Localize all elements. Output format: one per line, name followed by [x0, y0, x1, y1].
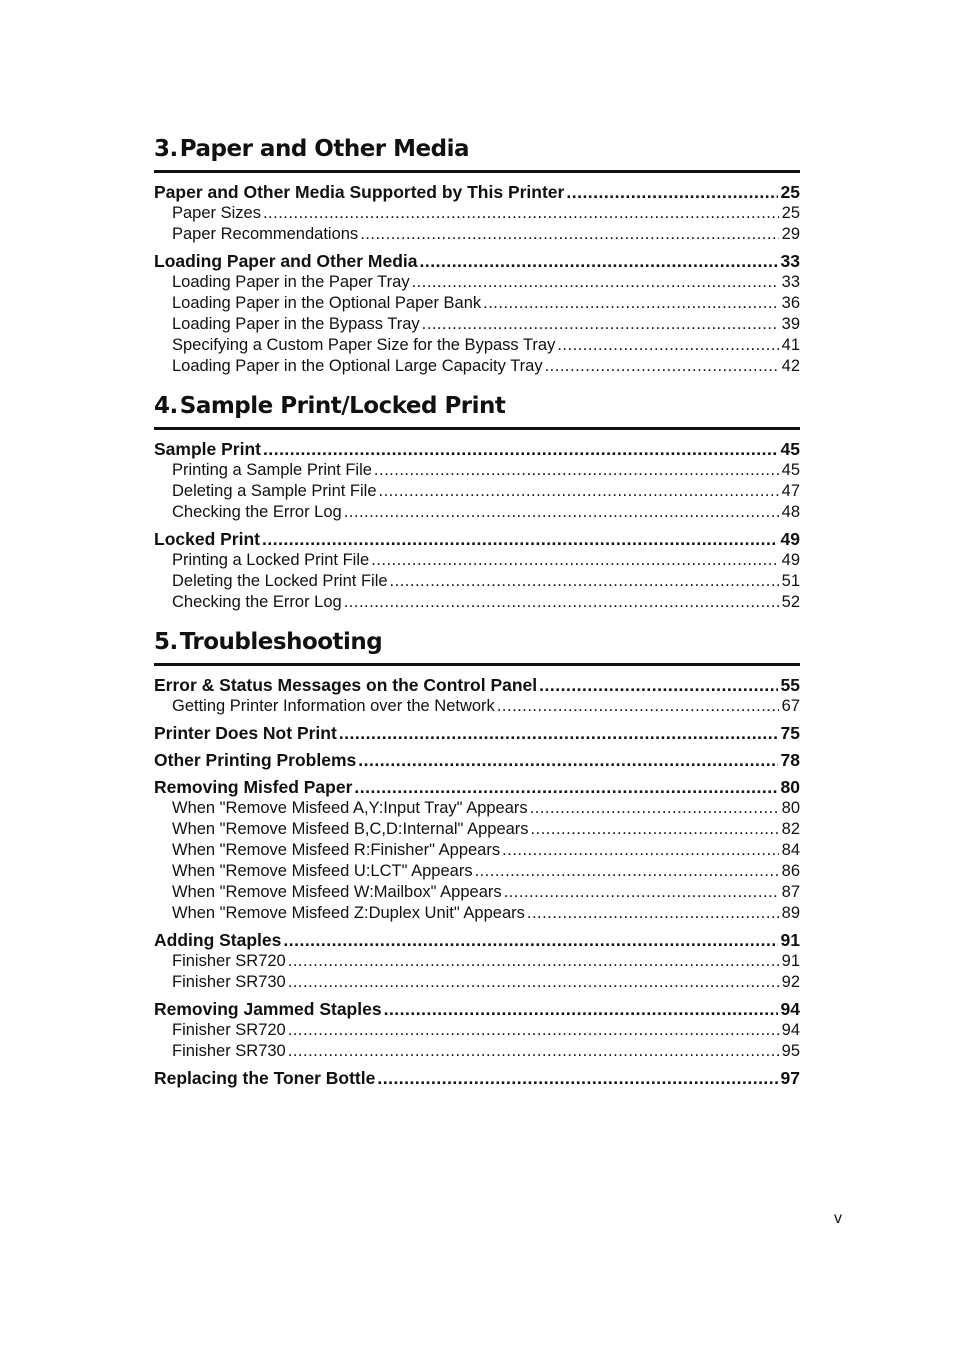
toc-subentry[interactable]: [154, 592, 800, 613]
leader-dots: [358, 749, 777, 771]
toc-entry[interactable]: [154, 674, 800, 696]
toc-subentry[interactable]: [154, 272, 800, 293]
chapter-number: 4.: [154, 393, 178, 419]
toc-subentry[interactable]: [154, 481, 800, 502]
toc-entry-page: 91: [780, 930, 800, 950]
toc-subentry[interactable]: [154, 571, 800, 592]
toc-entry-page: 33: [780, 251, 800, 271]
toc-entry-label: Other Printing Problems: [154, 750, 357, 770]
chapter-title-text: Sample Print/Locked Print: [179, 393, 506, 419]
toc-subentry-label: When "Remove Misfeed Z:Duplex Unit" Appears: [172, 904, 525, 922]
toc-subentry[interactable]: [154, 951, 800, 972]
toc-subentry-page: 45: [781, 461, 800, 479]
toc-subentry[interactable]: [154, 203, 800, 224]
toc-subentry[interactable]: [154, 224, 800, 245]
toc-subentry[interactable]: [154, 502, 800, 523]
toc-entry-label: Removing Misfed Paper: [154, 777, 353, 797]
toc-entry-label: Removing Jammed Staples: [154, 999, 382, 1019]
toc-entry-label: Sample Print: [154, 439, 261, 459]
toc-subentry[interactable]: [154, 798, 800, 819]
toc-subentry-page: 87: [781, 883, 800, 901]
leader-dots: [566, 181, 777, 203]
toc-subentry-label: Specifying a Custom Paper Size for the Bypass Tray: [172, 336, 556, 354]
toc-entry[interactable]: [154, 528, 800, 550]
toc-subentry[interactable]: [154, 903, 800, 924]
toc-subentry-label: Printing a Locked Print File: [172, 551, 370, 569]
toc-entry-label: Adding Staples: [154, 930, 282, 950]
toc-section: [154, 929, 800, 993]
leader-dots: [497, 696, 779, 717]
toc-subentry-page: 80: [781, 799, 800, 817]
toc-subentry[interactable]: [154, 335, 800, 356]
toc-subentry-label: Loading Paper in the Optional Paper Bank: [172, 294, 482, 312]
leader-dots: [339, 722, 778, 744]
toc-subentry[interactable]: [154, 840, 800, 861]
toc-subentry-page: 36: [781, 294, 800, 312]
toc-entry-page: 78: [780, 750, 800, 770]
toc-subentry-page: 41: [781, 336, 800, 354]
leader-dots: [262, 528, 778, 550]
toc-section: [154, 1067, 800, 1089]
table-of-contents: [154, 134, 800, 1103]
toc-subentry[interactable]: [154, 550, 800, 571]
toc-entry[interactable]: [154, 1067, 800, 1089]
toc-entry-label: Printer Does Not Print: [154, 723, 337, 743]
toc-subentry-page: 95: [781, 1042, 800, 1060]
toc-entry[interactable]: [154, 250, 800, 272]
leader-dots: [384, 998, 778, 1020]
leader-dots: [412, 272, 779, 293]
toc-subentry-label: Finisher SR730: [172, 1042, 286, 1060]
toc-subentry-label: Printing a Sample Print File: [172, 461, 372, 479]
toc-subentry[interactable]: [154, 1020, 800, 1041]
toc-subentry-page: 92: [781, 973, 800, 991]
toc-subentry-page: 51: [781, 572, 800, 590]
leader-dots: [354, 776, 777, 798]
leader-dots: [263, 203, 779, 224]
toc-subentry-label: Paper Recommendations: [172, 225, 359, 243]
toc-entry-page: 75: [780, 723, 800, 743]
leader-dots: [483, 293, 779, 314]
toc-subentry-page: 33: [781, 273, 800, 291]
toc-subentry-page: 52: [781, 593, 800, 611]
leader-dots: [539, 674, 777, 696]
chapter-title-text: Troubleshooting: [179, 629, 383, 655]
toc-subentry-label: When "Remove Misfeed B,C,D:Internal" Appears: [172, 820, 529, 838]
toc-entry[interactable]: [154, 181, 800, 203]
toc-entry-page: 94: [780, 999, 800, 1019]
toc-subentry-page: 89: [781, 904, 800, 922]
toc-section: [154, 528, 800, 613]
leader-dots: [557, 335, 778, 356]
toc-section: [154, 250, 800, 377]
toc-entry[interactable]: [154, 776, 800, 798]
toc-subentry-page: 94: [781, 1021, 800, 1039]
chapter-number: 5.: [154, 629, 178, 655]
leader-dots: [344, 592, 779, 613]
toc-subentry-label: Deleting a Sample Print File: [172, 482, 377, 500]
leader-dots: [344, 502, 779, 523]
toc-subentry-page: 82: [781, 820, 800, 838]
toc-subentry-page: 67: [781, 697, 800, 715]
toc-subentry[interactable]: [154, 314, 800, 335]
leader-dots: [422, 314, 779, 335]
toc-subentry-page: 84: [781, 841, 800, 859]
toc-subentry-label: Checking the Error Log: [172, 593, 342, 611]
leader-dots: [527, 903, 779, 924]
chapter-4: [154, 391, 800, 613]
toc-section: [154, 749, 800, 771]
leader-dots: [377, 1067, 777, 1089]
toc-section: [154, 438, 800, 523]
leader-dots: [263, 438, 778, 460]
toc-entry-page: 25: [780, 182, 800, 202]
toc-subentry-page: 48: [781, 503, 800, 521]
toc-subentry-page: 49: [781, 551, 800, 569]
leader-dots: [504, 882, 779, 903]
chapter-title: [154, 134, 800, 173]
toc-subentry-page: 86: [781, 862, 800, 880]
toc-subentry-label: When "Remove Misfeed R:Finisher" Appears: [172, 841, 501, 859]
leader-dots: [288, 1041, 779, 1062]
toc-section: [154, 674, 800, 717]
toc-subentry-label: Loading Paper in the Optional Large Capacity Tray: [172, 357, 543, 375]
toc-subentry[interactable]: [154, 819, 800, 840]
leader-dots: [530, 798, 779, 819]
toc-subentry[interactable]: [154, 293, 800, 314]
toc-section: [154, 181, 800, 245]
toc-entry[interactable]: [154, 929, 800, 951]
toc-subentry-page: 29: [781, 225, 800, 243]
toc-subentry-label: When "Remove Misfeed U:LCT" Appears: [172, 862, 473, 880]
toc-subentry[interactable]: [154, 460, 800, 481]
leader-dots: [288, 972, 779, 993]
leader-dots: [531, 819, 779, 840]
toc-subentry-label: Loading Paper in the Bypass Tray: [172, 315, 420, 333]
toc-subentry[interactable]: [154, 882, 800, 903]
toc-entry-label: Paper and Other Media Supported by This Printer: [154, 182, 565, 202]
toc-subentry-label: Finisher SR720: [172, 952, 286, 970]
toc-entry-page: 97: [780, 1068, 800, 1088]
toc-section: [154, 998, 800, 1062]
toc-entry-page: 49: [780, 529, 800, 549]
toc-subentry[interactable]: [154, 972, 800, 993]
chapter-title-text: Paper and Other Media: [179, 136, 470, 162]
leader-dots: [288, 1020, 779, 1041]
toc-subentry-label: Deleting the Locked Print File: [172, 572, 388, 590]
leader-dots: [288, 951, 779, 972]
toc-entry-label: Locked Print: [154, 529, 260, 549]
chapter-5: [154, 627, 800, 1089]
toc-subentry-page: 25: [781, 204, 800, 222]
toc-section: [154, 776, 800, 924]
leader-dots: [390, 571, 779, 592]
toc-entry-page: 45: [780, 439, 800, 459]
leader-dots: [374, 460, 779, 481]
toc-subentry[interactable]: [154, 696, 800, 717]
page-number: v: [834, 1210, 842, 1227]
toc-subentry-page: 91: [781, 952, 800, 970]
toc-entry[interactable]: [154, 998, 800, 1020]
toc-section: [154, 722, 800, 744]
toc-subentry-label: When "Remove Misfeed W:Mailbox" Appears: [172, 883, 502, 901]
toc-subentry-label: Paper Sizes: [172, 204, 261, 222]
toc-subentry-page: 39: [781, 315, 800, 333]
toc-subentry-page: 42: [781, 357, 800, 375]
leader-dots: [545, 356, 779, 377]
toc-entry[interactable]: [154, 722, 800, 744]
leader-dots: [360, 224, 778, 245]
chapter-title: [154, 627, 800, 666]
toc-entry-label: Error & Status Messages on the Control Panel: [154, 675, 538, 695]
leader-dots: [420, 250, 778, 272]
toc-entry-page: 55: [780, 675, 800, 695]
toc-subentry-label: Loading Paper in the Paper Tray: [172, 273, 410, 291]
leader-dots: [379, 481, 779, 502]
leader-dots: [371, 550, 778, 571]
leader-dots: [283, 929, 777, 951]
toc-subentry[interactable]: [154, 1041, 800, 1062]
chapter-number: 3.: [154, 136, 178, 162]
leader-dots: [502, 840, 779, 861]
chapter-3: [154, 134, 800, 377]
leader-dots: [475, 861, 779, 882]
chapter-title: [154, 391, 800, 430]
toc-subentry-page: 47: [781, 482, 800, 500]
toc-subentry-label: Checking the Error Log: [172, 503, 342, 521]
toc-subentry-label: Finisher SR730: [172, 973, 286, 991]
toc-entry-label: Replacing the Toner Bottle: [154, 1068, 376, 1088]
toc-subentry-label: Getting Printer Information over the Network: [172, 697, 495, 715]
toc-entry[interactable]: [154, 749, 800, 771]
toc-entry-page: 80: [780, 777, 800, 797]
toc-entry[interactable]: [154, 438, 800, 460]
toc-subentry[interactable]: [154, 861, 800, 882]
toc-subentry-label: Finisher SR720: [172, 1021, 286, 1039]
toc-subentry[interactable]: [154, 356, 800, 377]
toc-entry-label: Loading Paper and Other Media: [154, 251, 418, 271]
toc-subentry-label: When "Remove Misfeed A,Y:Input Tray" Appears: [172, 799, 528, 817]
